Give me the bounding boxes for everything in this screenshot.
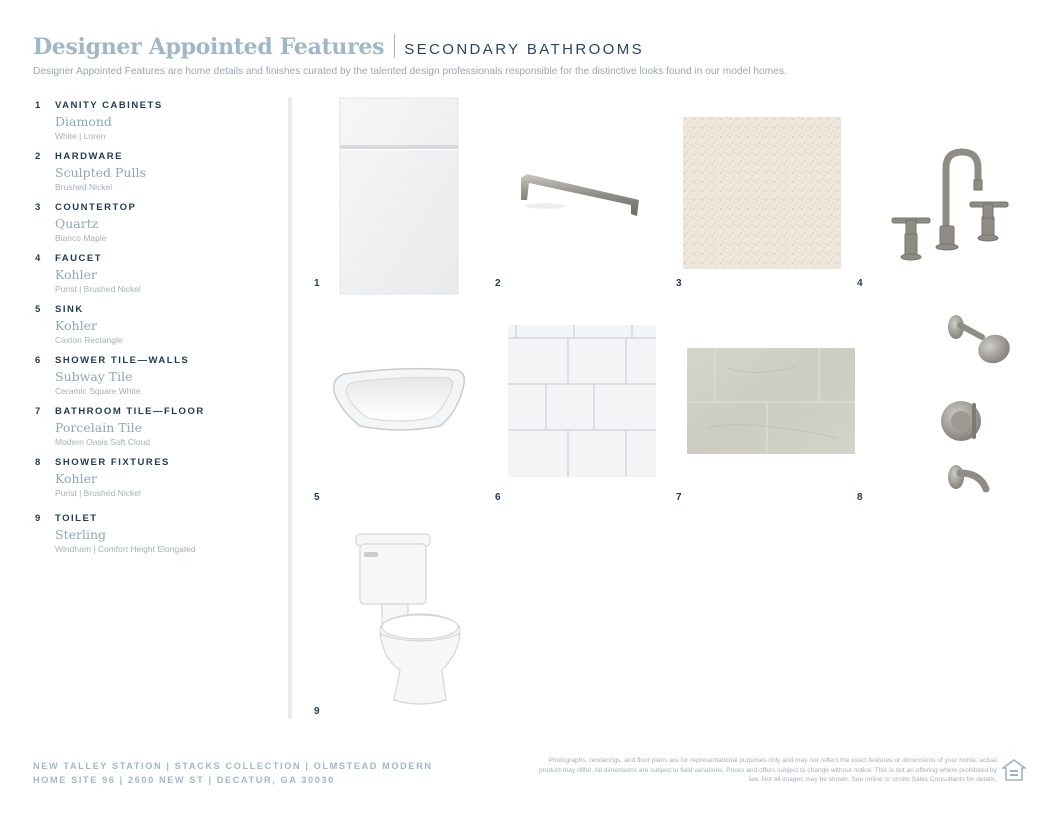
faucet-image	[888, 148, 1034, 266]
footer-homesite-line: HOME SITE 96 | 2600 NEW ST | DECATUR, GA 30030	[33, 775, 335, 785]
column-divider	[288, 97, 292, 719]
feature-item	[35, 202, 275, 253]
feature-category: SHOWER FIXTURES	[55, 457, 170, 468]
feature-category: SHOWER TILE—WALLS	[55, 355, 190, 366]
image-number: 4	[857, 278, 863, 289]
equal-housing-icon	[1002, 759, 1026, 781]
page-tagline: Designer Appointed Features are home details and finishes curated by the talented design professionals responsible for the distinctive looks found in our model homes.	[33, 66, 787, 77]
feature-detail: Bianco Maple	[55, 233, 107, 243]
page-header	[33, 34, 644, 60]
feature-detail: Brushed Nickel	[55, 182, 113, 192]
feature-list	[35, 100, 275, 564]
feature-detail: White | Loren	[55, 131, 106, 141]
image-number: 7	[676, 492, 682, 503]
feature-category: VANITY CABINETS	[55, 100, 163, 111]
footer-address	[33, 759, 433, 787]
image-number: 3	[676, 278, 682, 289]
feature-item	[35, 151, 275, 202]
vanity-cabinet-image	[338, 97, 460, 295]
porcelain-floor-tile-image	[687, 348, 855, 454]
subway-tile-image	[508, 325, 656, 477]
undermount-sink-image	[330, 366, 470, 434]
feature-category: BATHROOM TILE—FLOOR	[55, 406, 205, 417]
feature-name: Porcelain Tile	[55, 420, 143, 435]
feature-detail: Purist | Brushed Nickel	[55, 488, 141, 498]
feature-number: 2	[35, 151, 41, 162]
image-number: 6	[495, 492, 501, 503]
feature-category: COUNTERTOP	[55, 202, 137, 213]
page-subtitle: SECONDARY BATHROOMS	[404, 41, 645, 58]
image-number: 8	[857, 492, 863, 503]
feature-number: 4	[35, 253, 41, 264]
cabinet-pull-image	[515, 170, 645, 226]
feature-item	[35, 457, 275, 508]
feature-name: Sterling	[55, 527, 107, 542]
feature-name: Sculpted Pulls	[55, 165, 146, 180]
feature-category: FAUCET	[55, 253, 102, 264]
feature-number: 9	[35, 513, 41, 524]
feature-item	[35, 253, 275, 304]
feature-item	[35, 100, 275, 151]
footer-community-line: NEW TALLEY STATION | STACKS COLLECTION | OLMSTEAD MODERN	[33, 761, 433, 771]
feature-item	[35, 355, 275, 406]
feature-name: Kohler	[55, 267, 97, 282]
feature-number: 7	[35, 406, 41, 417]
feature-number: 6	[35, 355, 41, 366]
feature-name: Kohler	[55, 471, 97, 486]
feature-category: HARDWARE	[55, 151, 123, 162]
feature-number: 8	[35, 457, 41, 468]
feature-name: Quartz	[55, 216, 99, 231]
feature-item	[35, 406, 275, 457]
feature-detail: Windham | Comfort Height Elongated	[55, 544, 196, 554]
feature-number: 5	[35, 304, 41, 315]
feature-detail: Ceramic Square White	[55, 386, 141, 396]
feature-detail: Caxton Rectangle	[55, 335, 123, 345]
feature-detail: Purist | Brushed Nickel	[55, 284, 141, 294]
image-number: 2	[495, 278, 501, 289]
feature-number: 3	[35, 202, 41, 213]
feature-item	[35, 513, 275, 564]
image-number: 1	[314, 278, 320, 289]
title-divider	[394, 34, 395, 58]
feature-category: SINK	[55, 304, 84, 315]
footer-disclaimer: Photographs, renderings, and floor plans are for representational purposes only and may not reflect the exact features or dimensions of your home; actual product may differ. All dimensions are subject to field variations. Prices and offers subject to change without notice. This is not an offering where prohibited by law. Not all images may be shown. See online or onsite Sales Consultants for details.	[538, 757, 997, 784]
image-number: 9	[314, 706, 320, 717]
feature-category: TOILET	[55, 513, 98, 524]
image-number: 5	[314, 492, 320, 503]
feature-name: Diamond	[55, 114, 112, 129]
toilet-image	[350, 530, 466, 708]
feature-detail: Modern Oasis Soft Cloud	[55, 437, 150, 447]
feature-name: Subway Tile	[55, 369, 133, 384]
page-title: Designer Appointed Features	[33, 34, 385, 60]
feature-name: Kohler	[55, 318, 97, 333]
feature-item	[35, 304, 275, 355]
shower-fixtures-image	[930, 305, 1022, 500]
quartz-countertop-image	[683, 117, 841, 269]
feature-number: 1	[35, 100, 41, 111]
